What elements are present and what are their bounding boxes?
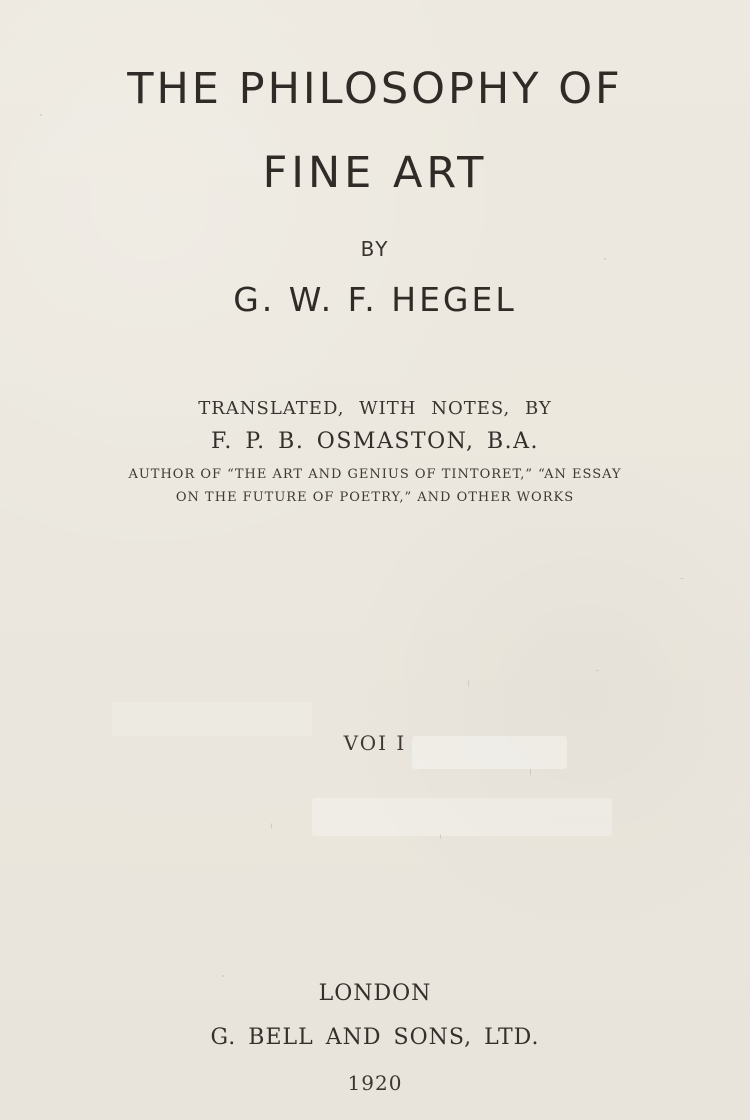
volume-label: VOI I: [343, 731, 407, 755]
paper-speck: [468, 680, 469, 687]
book-title-line-2: FINE ART: [262, 148, 488, 198]
publication-year: 1920: [347, 1071, 403, 1095]
paper-speck: [40, 114, 42, 116]
publisher-city: LONDON: [318, 981, 432, 1006]
paper-speck: [680, 578, 684, 579]
paper-speck: [530, 768, 531, 776]
book-title-line-1: THE PHILOSOPHY OF: [127, 64, 623, 114]
publisher-name: G. BELL AND SONS, LTD.: [210, 1025, 540, 1050]
paper-speck: [596, 670, 599, 671]
paper-speck: [440, 834, 441, 839]
translator-credits-line-1: AUTHOR OF “THE ART AND GENIUS OF TINTORET,” “AN ESSAY: [128, 467, 622, 482]
paper-blemish: [112, 702, 312, 736]
translator-name: F. P. B. OSMASTON, B.A.: [211, 429, 539, 454]
translator-credits-line-2: ON THE FUTURE OF POETRY,” AND OTHER WORKS: [175, 490, 575, 505]
paper-speck: [222, 975, 224, 977]
paper-speck: [271, 823, 272, 829]
byline-label: BY: [360, 237, 390, 261]
translation-line: TRANSLATED, WITH NOTES, BY: [198, 398, 552, 419]
paper-blemish: [312, 798, 612, 836]
author-name: G. W. F. HEGEL: [233, 280, 517, 319]
